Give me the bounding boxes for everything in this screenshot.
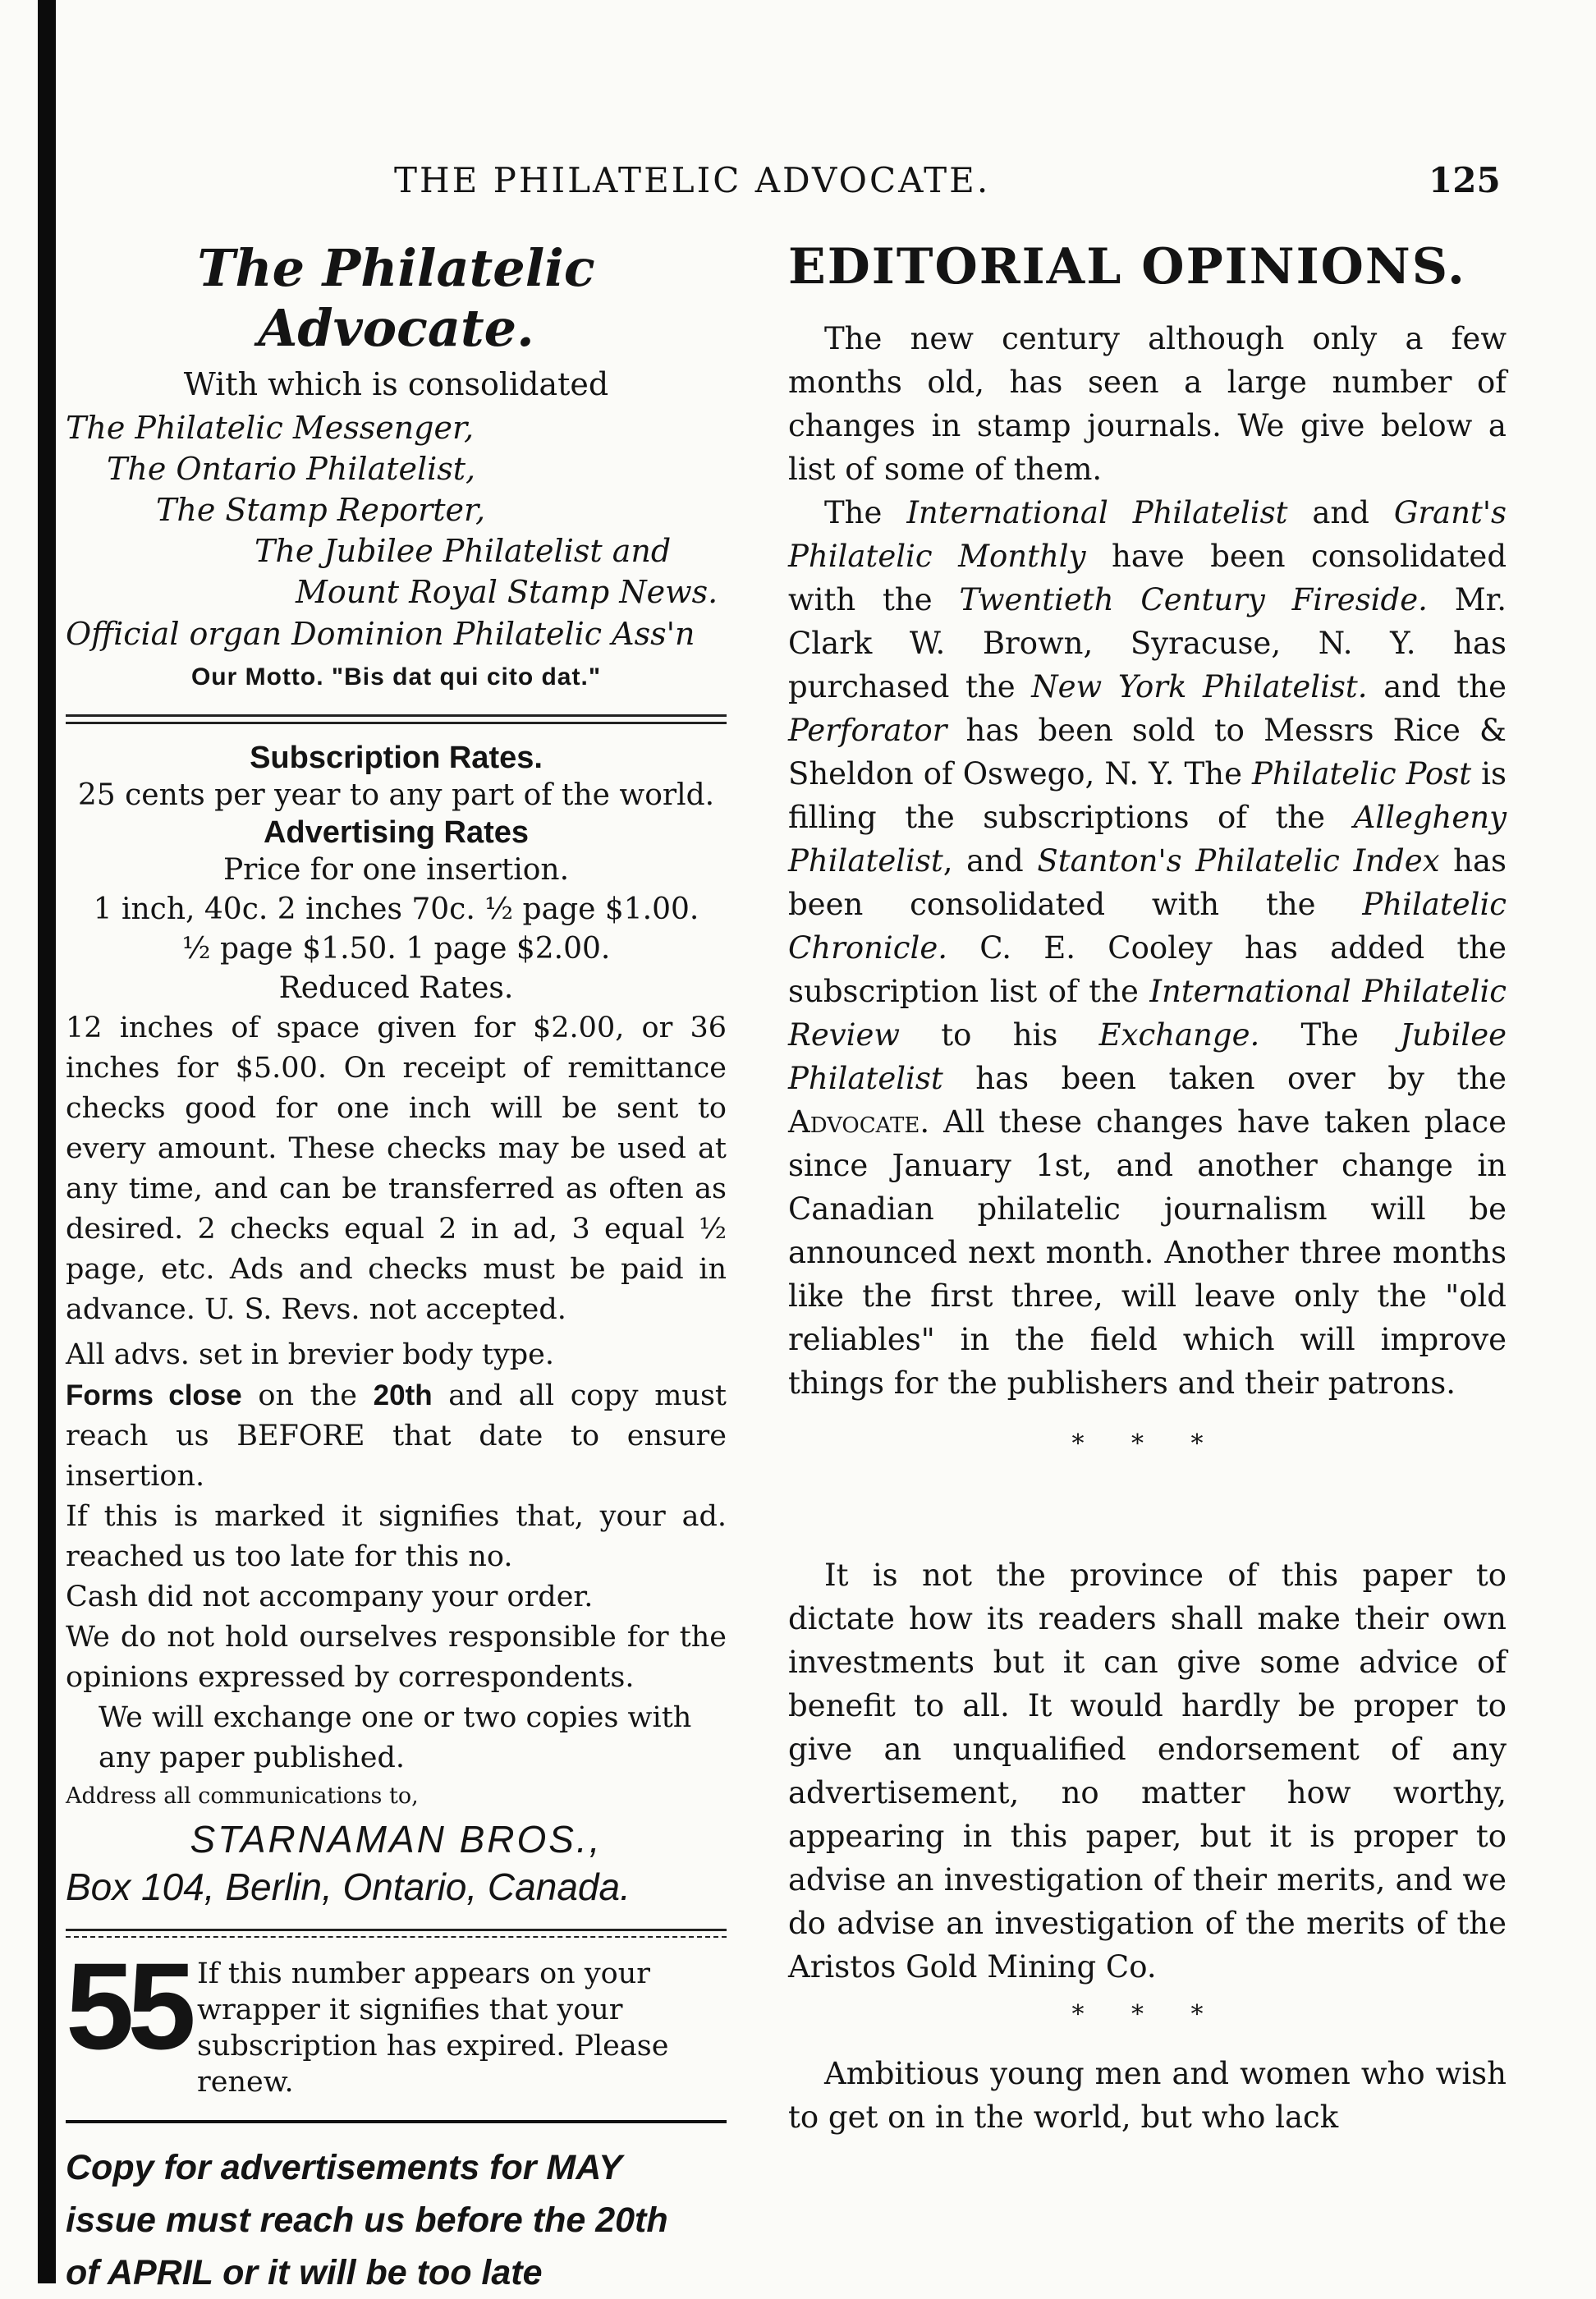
forms-close-mid: on the [241,1379,374,1412]
official-organ: Official organ Dominion Philatelic Ass'n [66,616,695,652]
journal-title: Perforator [788,713,947,748]
journal-title: Twentieth Century Fireside. [959,582,1428,617]
cash-note: Cash did not accompany your order. [66,1581,594,1613]
spacer [788,1484,1507,1553]
paper-item: The Stamp Reporter, [156,492,486,528]
expiry-text: If this number appears on your wrapper it signifies that your subscription has expired. Please renew. [197,1957,669,2099]
subscription-heading: Subscription Rates. [250,741,543,775]
text-run: to his [900,1017,1099,1053]
journal-title: International Philatelist [906,495,1288,530]
journal-title: Philatelic Chronicle. [788,887,1507,966]
text-run: has been taken over by the [942,1061,1507,1096]
journal-title: International Philatelic Review [788,974,1507,1053]
rule [66,2120,727,2123]
journal-title: Advocate. [788,1104,930,1140]
editorial-paragraph: The new century although only a few months old, has seen a large number of changes in stamp journals. We give below a list of some of them. [788,321,1507,487]
marked-note: If this is marked it signifies that, your ad. reached us too late for this no. [66,1500,727,1573]
price-label: Price for one insertion. [222,853,570,887]
advertising-heading: Advertising Rates [263,815,530,850]
text-run: The [1259,1017,1401,1053]
page-binding-edge [38,0,56,2283]
address-lead: Address all communications to, [66,1783,419,1809]
text-run: is filling the subscriptions of the [788,756,1507,835]
paper-item: The Philatelic Messenger, [66,410,475,446]
copy-deadline-line: Copy for advertisements for MAY [66,2148,622,2187]
reduced-rates-text: 12 inches of space given for $2.00, or 36 inches for $5.00. On receipt of remittance checks good for one inch will be sent to every amount. These checks may be used at any time, and can be transferred as often as desired. 2 checks equal 2 in ad, 3 equal ½ page, etc. Ads and checks must be paid in advance. U. S. Revs. not accepted. [66,1012,727,1326]
running-title: THE PHILATELIC ADVOCATE. [394,160,991,200]
journal-title: New York Philatelist. [1031,669,1368,704]
running-header [0,160,1596,209]
publisher-address: Box 104, Berlin, Ontario, Canada. [66,1865,631,1908]
text-run: and the [1367,669,1507,704]
forms-close-label: Forms close [66,1379,242,1411]
journal-title: Stanton's Philatelic Index [1037,843,1440,879]
consolidated-label: With which is consolidated [183,366,609,402]
responsible-note: We do not hold ourselves responsible for the opinions expressed by correspondents. [66,1621,727,1694]
subscription-line: 25 cents per year to any part of the world. [77,778,715,812]
editorial-column [788,238,1507,2139]
text-run: and [1287,495,1394,530]
section-separator: * * * [1071,1429,1223,1458]
exchange-note: We will exchange one or two copies with any paper published. [99,1701,692,1774]
text-run: The [824,495,907,530]
masthead-column [66,238,727,2299]
forms-close-rest: and all copy must reach us BEFORE that date to ensure insertion. [66,1379,727,1493]
text-run: has been sold to Messrs Rice & Sheldon of Oswego, N. Y. The [788,713,1507,792]
journal-title: Jubilee Philatelist [788,1017,1507,1096]
page-number: 125 [1429,160,1501,200]
journal-title: Philatelic Post [1251,756,1472,792]
masthead-title: The Philatelic Advocate. [197,238,595,358]
journal-title: Allegheny Philatelist [788,800,1507,879]
journal-title: Grant's Philatelic Monthly [788,495,1507,574]
paper-item: The Jubilee Philatelist and [255,533,672,569]
editorial-paragraph-changes [788,491,1507,1405]
reduced-heading: Reduced Rates. [278,971,514,1005]
text-run: have been consolidated with the [788,539,1507,617]
text-run: C. E. Cooley has added the subscription list of the [788,930,1507,1009]
consolidated-papers [66,407,727,613]
double-rule [66,714,727,724]
expiry-notice [66,1937,727,2100]
copy-deadline-line: issue must reach us before the 20th [66,2200,668,2240]
editorial-paragraph: It is not the province of this paper to dictate how its readers shall make their own investments but it can give some advice of benefit to all. It would hardly be proper to give an unqualified endorsement of any advertisement, no matter how worthy, appearing in this paper, but it is proper to advise an investigation of their merits, and we do advise an investigation of the merits of the Aristos Gold Mining Co. [788,1558,1507,1985]
expiry-number: 55 [66,1937,190,2075]
text-run: has been consolidated with the [788,843,1507,922]
section-separator: * * * [1071,2000,1223,2029]
journal-title: Exchange. [1098,1017,1260,1053]
editorial-paragraph: Ambitious young men and women who wish to get on in the world, but who lack [788,2056,1507,2135]
text-run: Mr. Clark W. Brown, Syracuse, N. Y. has purchased the [788,582,1507,704]
text-run: , and [942,843,1038,879]
forms-close-note [66,1375,727,1497]
price-line: ½ page $1.50. 1 page $2.00. [181,932,611,966]
editorial-heading: EDITORIAL OPINIONS. [788,238,1466,296]
motto: Our Motto. "Bis dat qui cito dat." [190,663,602,691]
paper-item: The Ontario Philatelist, [107,451,476,487]
brevier-note: All advs. set in brevier body type. [66,1338,555,1371]
text-run: All these changes have taken place since January 1st, and another change in Canadian philatelic journalism will be announced next month. Another three months like the first three, will leave only the "old reliables" in the field which will improve things for the publishers and their patrons. [788,1104,1507,1401]
price-line: 1 inch, 40c. 2 inches 70c. ½ page $1.00. [93,893,699,926]
forms-close-day: 20th [373,1379,433,1411]
copy-deadline-line: of APRIL or it will be too late [66,2253,543,2292]
paper-item: Mount Royal Stamp News. [296,574,718,610]
publisher-name: STARNAMAN BROS., [190,1818,603,1861]
